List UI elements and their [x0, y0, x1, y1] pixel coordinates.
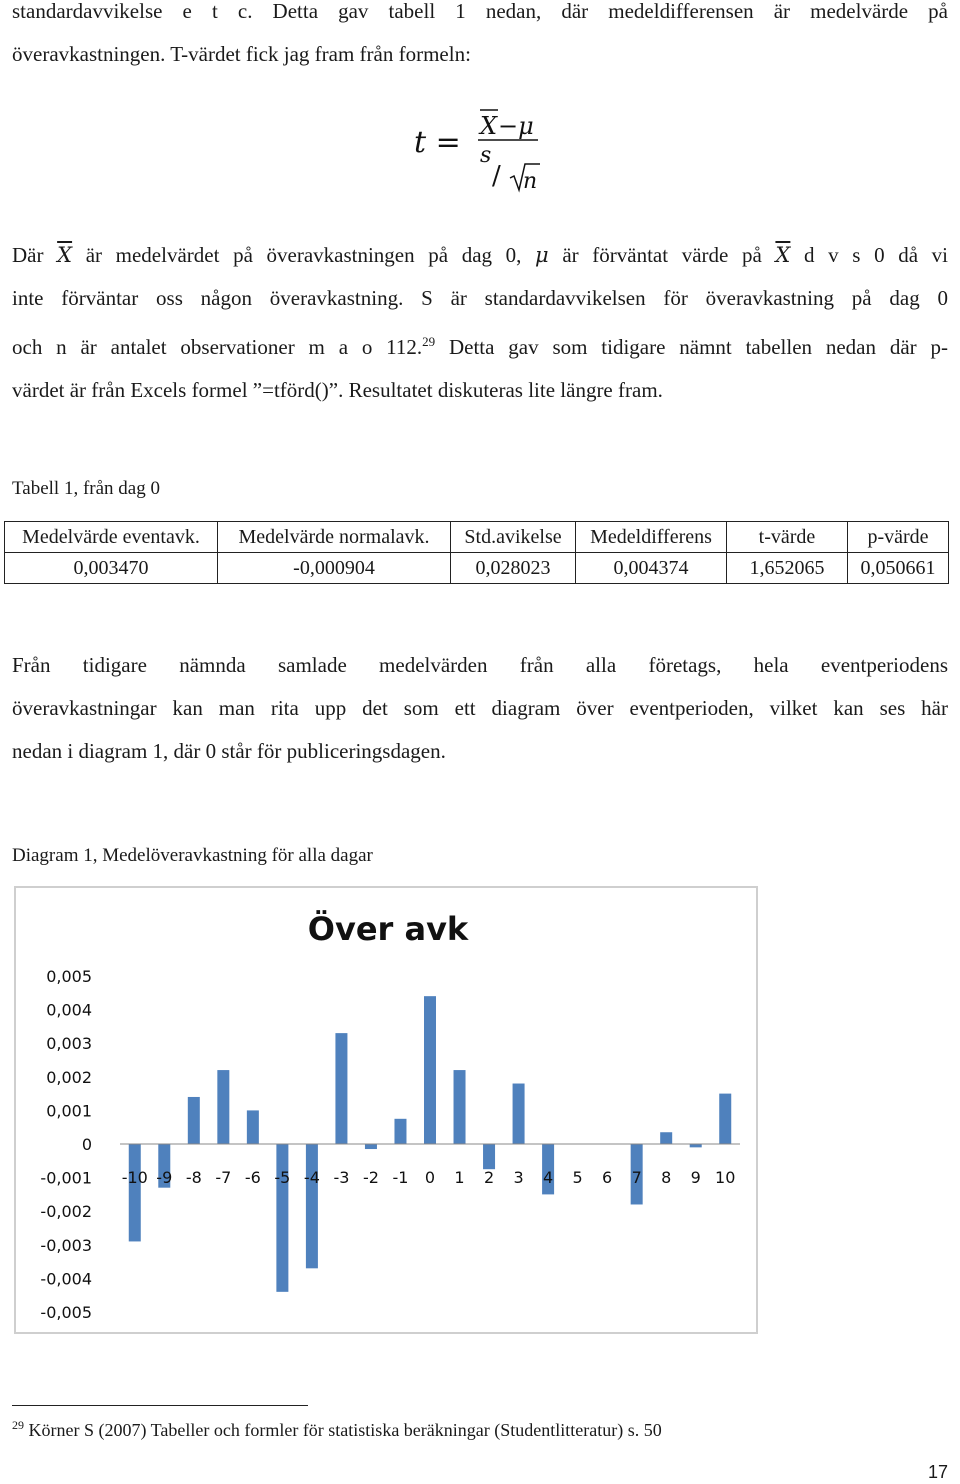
table-header-cell: Medeldifferens	[576, 522, 727, 553]
footnote-text: Körner S (2007) Tabeller och formler för statistiska beräkningar (Studentlitteratur) s. 50	[24, 1420, 662, 1440]
paragraph-1	[12, 0, 948, 76]
footnote	[12, 1418, 662, 1441]
formula-xbar: X	[480, 112, 498, 140]
chart-frame	[14, 886, 758, 1334]
y-axis	[40, 967, 92, 1322]
table-cell: 0,003470	[5, 553, 218, 584]
text-span: är förväntat värde på	[548, 243, 776, 267]
mu-symbol: μ	[535, 243, 549, 267]
x-tick-label: -2	[362, 1168, 379, 1187]
bar-day--10	[129, 1144, 141, 1241]
table-cell: 1,652065	[727, 553, 848, 584]
table-header-cell: t-värde	[727, 522, 848, 553]
chart-title: Över avk	[307, 910, 469, 948]
bar-day--5	[274, 1144, 291, 1292]
x-tick-label: 10	[715, 1168, 736, 1187]
y-tick-label: -0,004	[40, 1269, 92, 1289]
bar-day--3	[335, 1033, 347, 1144]
x-tick-label: 8	[661, 1168, 672, 1187]
x-tick-label: -1	[392, 1168, 409, 1187]
x-tick-label: 2	[483, 1168, 495, 1187]
text-line: standardavvikelse e t c. Detta gav tabell 1 nedan, där medeldifferensen är medelvärde på	[12, 0, 948, 23]
formula-lhs: t =	[414, 125, 461, 160]
text-line: värdet är från Excels formel ”=tförd()”. Resultatet diskuteras lite längre fram.	[12, 378, 663, 402]
y-tick-label: 0,004	[46, 1000, 92, 1020]
x-tick-label: 6	[602, 1168, 613, 1187]
text-line: överavkastningar kan man rita upp det som ett diagram över eventperioden, vilket kan ses här	[12, 696, 948, 720]
paragraph-3	[12, 644, 948, 773]
x-tick-label: -3	[333, 1168, 350, 1187]
text-line	[12, 320, 948, 369]
text-line: överavkastningen. T-värdet fick jag fram från formeln:	[12, 42, 471, 66]
text-span: Detta gav som tidigare nämnt tabellen nedan där p-	[435, 335, 948, 359]
bar-day--6	[247, 1110, 259, 1144]
x-tick-label: 0	[424, 1168, 436, 1187]
page-number: 17	[927, 1462, 948, 1482]
diagram-caption: Diagram 1, Medelöveravkastning för alla dagar	[12, 845, 373, 866]
x-tick-label: 4	[543, 1168, 554, 1187]
bar-day-9	[690, 1144, 702, 1147]
formula-minus-mu: −μ	[498, 112, 534, 140]
xbar-symbol: $\overline{X}$	[775, 243, 791, 267]
y-tick-label: 0,001	[46, 1101, 92, 1121]
x-axis	[122, 1168, 736, 1187]
t-statistic-formula	[410, 104, 560, 196]
x-tick-label: 1	[454, 1168, 465, 1187]
table-cell: 0,050661	[848, 553, 949, 584]
formula-slash: /	[492, 161, 501, 191]
x-tick-label: -8	[185, 1168, 202, 1187]
footnote-reference[interactable]: 29	[422, 334, 436, 349]
table-cell: 0,028023	[451, 553, 576, 584]
text-line: nedan i diagram 1, där 0 står för publiceringsdagen.	[12, 739, 446, 763]
text-line	[12, 234, 948, 277]
xbar-symbol: $\overline{X}$	[57, 243, 73, 267]
bar-day--1	[394, 1119, 406, 1144]
table-header-row	[5, 522, 949, 553]
table-header-cell: Std.avikelse	[451, 522, 576, 553]
bar-day-2	[483, 1144, 495, 1169]
x-tick-label: -7	[215, 1168, 232, 1187]
text-span: Där	[12, 243, 58, 267]
formula-s: s	[480, 143, 492, 168]
y-tick-label: 0	[81, 1135, 92, 1154]
table-cell: -0,000904	[218, 553, 451, 584]
bar-chart	[16, 888, 756, 1332]
y-tick-label: -0,002	[40, 1202, 92, 1222]
x-tick-label: 7	[631, 1168, 642, 1187]
y-tick-label: -0,005	[40, 1303, 92, 1322]
bar-day--8	[188, 1097, 200, 1144]
table-header-cell: p-värde	[848, 522, 949, 553]
y-tick-label: -0,003	[40, 1235, 92, 1255]
y-tick-label: 0,002	[46, 1067, 92, 1087]
x-tick-label: -10	[121, 1168, 148, 1187]
bar-day-0	[424, 996, 436, 1144]
bar-day-3	[513, 1084, 525, 1144]
text-span: och n är antalet observationer m a o 112.	[12, 335, 423, 359]
x-tick-label: -9	[156, 1168, 173, 1187]
paragraph-2	[12, 234, 948, 412]
y-tick-label: 0,003	[46, 1034, 92, 1054]
bar-day--7	[217, 1070, 229, 1144]
bar-day--2	[365, 1144, 377, 1149]
x-tick-label: 5	[572, 1168, 583, 1187]
table-header-cell: Medelvärde eventavk.	[5, 522, 218, 553]
bar-day-1	[454, 1070, 466, 1144]
footnote-divider	[12, 1405, 308, 1406]
footnote-number: 29	[12, 1418, 24, 1432]
text-line: inte förväntar oss någon överavkastning. S är standardavvikelsen för överavkastning på dag 0	[12, 286, 948, 310]
text-line: Från tidigare nämnda samlade medelvärden från alla företags, hela eventperiodens	[12, 653, 948, 677]
table-row	[5, 553, 949, 584]
bar-day-10	[719, 1094, 731, 1144]
table-caption: Tabell 1, från dag 0	[12, 478, 160, 499]
x-tick-label: 3	[513, 1168, 524, 1187]
x-tick-label: -4	[303, 1168, 320, 1187]
x-tick-label: -6	[244, 1168, 261, 1187]
bar-day--4	[303, 1144, 320, 1268]
results-table	[4, 521, 949, 584]
x-tick-label: -5	[274, 1168, 291, 1187]
y-tick-label: -0,001	[40, 1168, 92, 1188]
formula-n: n	[523, 169, 538, 194]
text-span: är medelvärdet på överavkastningen på dag 0,	[72, 243, 536, 267]
x-tick-label: 9	[690, 1168, 701, 1187]
text-span: d v s 0 då vi	[790, 243, 948, 267]
table-cell: 0,004374	[576, 553, 727, 584]
y-tick-label: 0,005	[46, 967, 92, 986]
table-header-cell: Medelvärde normalavk.	[218, 522, 451, 553]
bar-day-8	[660, 1132, 672, 1144]
